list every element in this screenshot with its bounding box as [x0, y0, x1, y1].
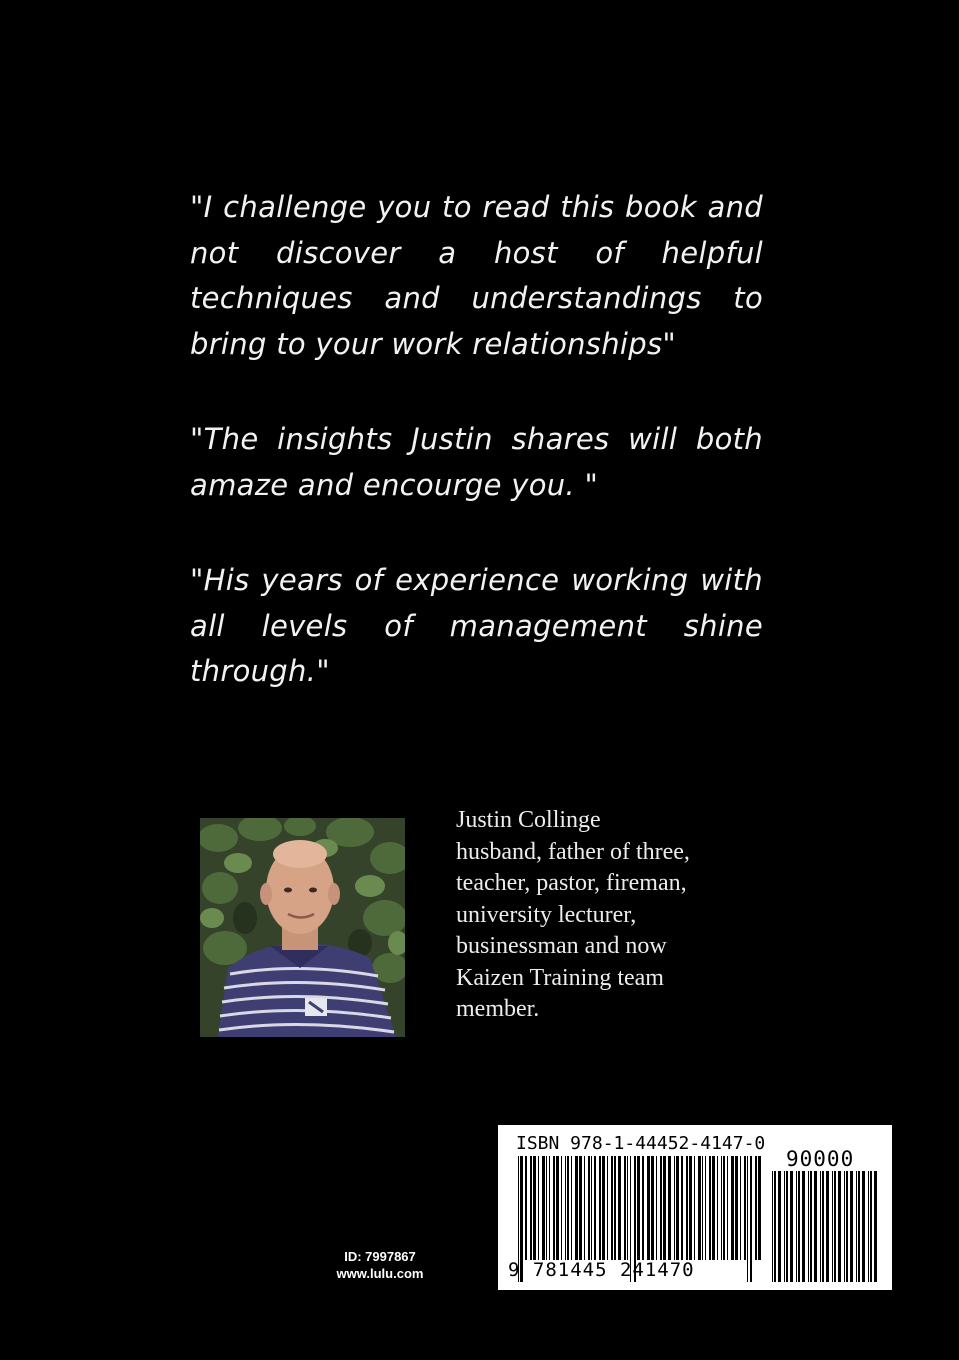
barcode-bar: [549, 1156, 550, 1260]
barcode-bar: [533, 1156, 536, 1260]
barcode-bar: [642, 1156, 644, 1260]
barcode-bar: [838, 1171, 841, 1282]
barcode-bar: [858, 1171, 860, 1282]
barcode-bar: [862, 1171, 865, 1282]
barcode-bar: [542, 1156, 545, 1260]
barcode-bar: [607, 1156, 608, 1260]
barcode-bar: [553, 1156, 555, 1260]
barcode-bar: [627, 1156, 628, 1260]
isbn-barcode: [498, 1125, 892, 1290]
barcode-bar: [846, 1171, 848, 1282]
barcode-bar: [674, 1156, 675, 1260]
barcode-bar: [856, 1171, 857, 1282]
barcode-bar: [599, 1156, 601, 1260]
barcode-bar: [618, 1156, 621, 1260]
endorsement-quote-2: "The insights Justin shares will both amaze and encourge you. ": [190, 422, 763, 502]
barcode-bar: [556, 1156, 559, 1260]
barcode-bar: [594, 1156, 596, 1260]
barcode-bar: [755, 1156, 757, 1260]
barcode-bar: [758, 1156, 761, 1260]
barcode-bar: [676, 1156, 679, 1260]
barcode-bar: [647, 1156, 650, 1260]
barcode-bar: [694, 1156, 695, 1260]
barcode-bar: [611, 1156, 613, 1260]
barcode-bar: [681, 1156, 683, 1260]
barcode-bar: [575, 1156, 578, 1260]
barcode-bar: [712, 1156, 715, 1260]
barcode-bar: [717, 1156, 718, 1260]
barcode-bar: [624, 1156, 626, 1260]
barcode-bar: [868, 1171, 869, 1282]
endorsement-quote-3: "His years of experience working with all levels of management shine through.": [190, 563, 763, 688]
barcode-bar: [874, 1171, 877, 1282]
barcode-bar: [870, 1171, 872, 1282]
barcode-bar: [808, 1171, 809, 1282]
barcode-bar: [702, 1156, 703, 1260]
bio-line: businessman and now: [456, 933, 667, 959]
bio-line: member.: [456, 996, 540, 1022]
endorsement-quote-1: "I challenge you to read this book and not discover a host of helpful techniques and understandings to bring to your work relationships": [190, 190, 763, 361]
barcode-bar: [602, 1156, 605, 1260]
barcode-bar: [750, 1156, 752, 1282]
barcode-bar: [561, 1156, 562, 1260]
ean-digits: 9 781445 241470: [508, 1259, 695, 1281]
barcode-bar: [584, 1156, 585, 1260]
barcode-bar: [663, 1156, 666, 1260]
barcode-bar: [686, 1156, 688, 1260]
barcode-bar: [740, 1156, 741, 1260]
barcode-bar: [723, 1156, 725, 1260]
barcode-bar: [850, 1171, 853, 1282]
barcode-bar: [668, 1156, 671, 1260]
barcode-bar: [579, 1156, 582, 1260]
bio-line: university lecturer,: [456, 901, 637, 928]
barcode-bar: [567, 1156, 569, 1260]
barcode-bar: [591, 1156, 592, 1260]
barcode-bar: [637, 1156, 640, 1260]
barcode-bar: [774, 1171, 776, 1282]
barcode-bar: [538, 1156, 539, 1260]
barcode-bar: [826, 1171, 829, 1282]
barcode-bar: [721, 1156, 722, 1260]
barcode-bar: [834, 1171, 836, 1282]
author-photo: [200, 818, 405, 1037]
barcode-bar: [546, 1156, 547, 1260]
barcode-bar: [660, 1156, 662, 1260]
barcode-bar: [588, 1156, 590, 1260]
isbn-label: ISBN 978-1-44452-4147-0: [516, 1133, 766, 1154]
barcode-bar: [790, 1171, 793, 1282]
barcode-bar: [565, 1156, 566, 1260]
barcode-bar: [651, 1156, 654, 1260]
barcode-bar: [796, 1171, 797, 1282]
barcode-bar: [698, 1156, 701, 1260]
barcode-bar: [530, 1156, 532, 1260]
barcode-bar: [820, 1171, 821, 1282]
bio-line: husband, father of three,: [456, 838, 690, 865]
barcode-bar: [747, 1156, 748, 1282]
author-bio: [456, 805, 756, 1026]
publisher-info: [300, 1248, 460, 1282]
bio-line: Justin Collinge: [456, 807, 601, 833]
barcode-bar: [798, 1171, 800, 1282]
addon-digits: 90000: [786, 1147, 855, 1171]
barcode-bar: [844, 1171, 845, 1282]
barcode-bar: [731, 1156, 734, 1260]
barcode-bar: [744, 1156, 746, 1260]
barcode-bar: [802, 1171, 805, 1282]
barcode-bar: [832, 1171, 833, 1282]
barcode-bar: [689, 1156, 692, 1260]
barcode-bar: [778, 1171, 781, 1282]
barcode-bar: [822, 1171, 824, 1282]
barcode-bar: [614, 1156, 616, 1260]
lulu-id: ID: 7997867: [344, 1249, 416, 1264]
barcode-bar: [786, 1171, 788, 1282]
lulu-url: www.lulu.com: [336, 1266, 424, 1281]
barcode-bar: [705, 1156, 706, 1260]
barcode-bar: [772, 1171, 773, 1282]
barcode-bar: [735, 1156, 738, 1260]
barcode-bar: [814, 1171, 817, 1282]
barcode-bar: [656, 1156, 657, 1260]
barcode-bar: [810, 1171, 812, 1282]
barcode-bar: [709, 1156, 711, 1260]
barcode-bar: [571, 1156, 572, 1260]
bio-line: teacher, pastor, fireman,: [456, 870, 687, 896]
barcode-bar: [525, 1156, 527, 1260]
barcode-bar: [784, 1171, 785, 1282]
barcode-bar: [727, 1156, 728, 1260]
addon-barcode-bars: [772, 1171, 880, 1282]
bio-line: Kaizen Training team: [456, 964, 664, 991]
